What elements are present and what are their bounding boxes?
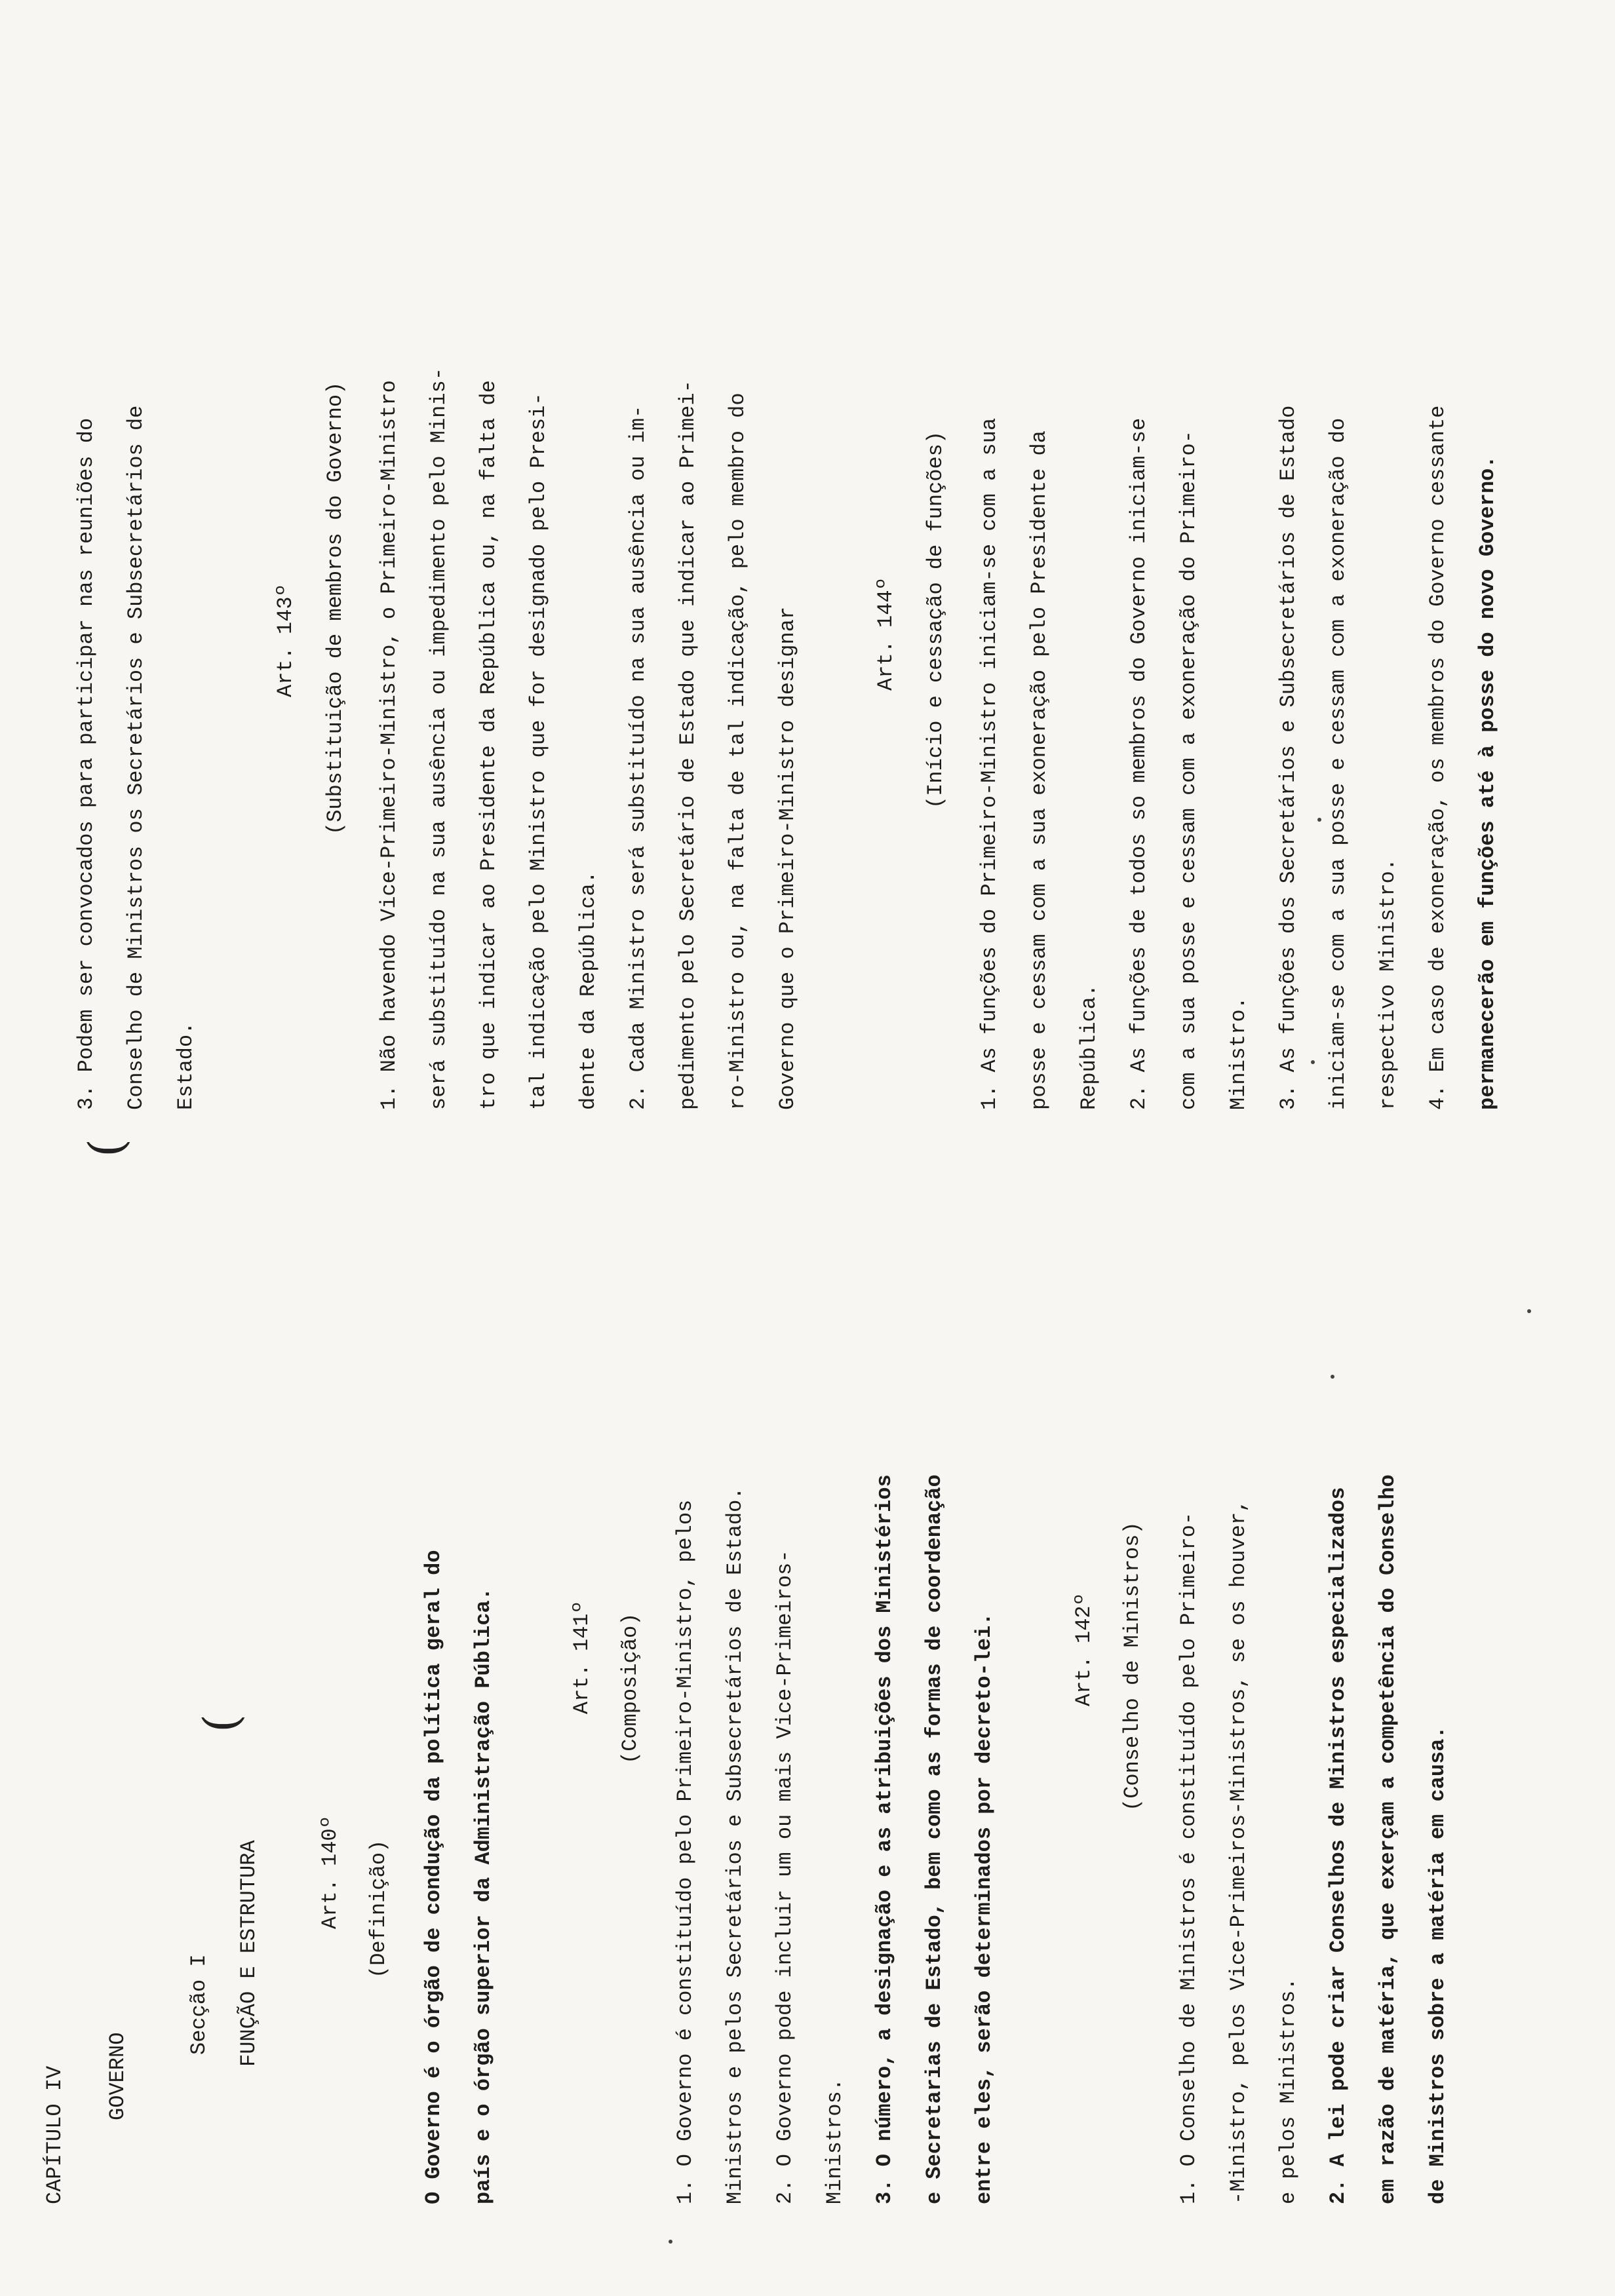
art141-line: 2. O Governo pode incluir um ou mais Vice-Primeiros-	[773, 1550, 797, 2204]
art141-heading: Art. 141º	[570, 1601, 594, 1714]
art142-line: de Ministros sobre a matéria em causa.	[1426, 1726, 1450, 2204]
art142-line: e pelos Ministros.	[1276, 1978, 1300, 2204]
art141-line: 1. O Governo é constituído pelo Primeiro-Ministro, pelos	[673, 1499, 697, 2204]
art144-line: Ministro.	[1226, 997, 1251, 1110]
art144-line: iniciam-se com a sua posse e cessam com a exoneração do	[1326, 417, 1350, 1110]
scan-speck	[1317, 818, 1321, 822]
art140-line: O Governo é o órgão de condução da política geral do	[421, 1550, 446, 2204]
art144-subtitle: (Início e cessação de funções)	[924, 430, 948, 809]
intro-line: Estado.	[174, 1022, 198, 1110]
art144-line: respectivo Ministro.	[1376, 858, 1400, 1110]
art144-line: 3. As funções dos Secretários e Subsecretários de Estado	[1276, 405, 1300, 1110]
art143-line: 1. Não havendo Vice-Primeiro-Ministro, o Primeiro-Ministro	[377, 380, 401, 1110]
art143-line: dente da República.	[576, 871, 600, 1110]
bracket-mark: (	[79, 1138, 134, 1157]
art143-subtitle: (Substituição de membros do Governo)	[323, 381, 347, 835]
art140-line: país e o órgão superior da Administração Pública.	[471, 1588, 496, 2204]
art143-line: tal indicação pelo Ministro que for designado pelo Presi-	[526, 392, 551, 1110]
left-column	[0, 1195, 1615, 2204]
art142-line: 2. A lei pode criar Conselhos de Ministros especializados	[1326, 1487, 1350, 2204]
art142-heading: Art. 142º	[1072, 1593, 1096, 1706]
chapter-subtitle: GOVERNO	[106, 2032, 130, 2120]
art141-line: e Secretarias de Estado, bem como as formas de coordenação	[922, 1474, 946, 2204]
art141-line: 3. O número, a designação e as atribuições dos Ministérios	[872, 1474, 897, 2204]
scan-speck	[1527, 1309, 1531, 1313]
art144-heading: Art. 144º	[874, 577, 898, 691]
art144-line: República.	[1077, 984, 1101, 1110]
art140-heading: Art. 140º	[318, 1816, 342, 1929]
art141-subtitle: (Composição)	[618, 1613, 642, 1764]
scan-speck	[1311, 1060, 1315, 1064]
art142-line: 1. O Conselho de Ministros é constituído pelo Primeiro-	[1177, 1512, 1201, 2204]
chapter-title: CAPÍTULO IV	[43, 2065, 67, 2204]
intro-line: Conselho de Ministros os Secretários e Subsecretários de	[124, 405, 148, 1110]
art142-line: -Ministro, pelos Vice-Primeiros-Ministros, se os houver,	[1226, 1499, 1251, 2204]
bracket-mark: (	[193, 1713, 248, 1732]
section-title: FUNÇÃO E ESTRUTURA	[237, 1840, 261, 2067]
art141-line: entre eles, serão determinados por decreto-lei.	[972, 1613, 996, 2204]
art142-subtitle: (Conselho de Ministros)	[1120, 1521, 1144, 1811]
art144-line: 2. As funções de todos so membros do Governo iniciam-se	[1127, 417, 1151, 1110]
art143-line: Governo que o Primeiro-Ministro designar	[775, 606, 800, 1110]
section-number: Secção I	[187, 1954, 211, 2055]
right-column	[0, 88, 1615, 1157]
art141-line: Ministros.	[823, 2078, 847, 2204]
art143-heading: Art. 143º	[273, 584, 298, 697]
art143-line: 2. Cada Ministro será substituído na sua ausência ou im-	[626, 405, 650, 1110]
art143-line: pedimento pelo Secretário de Estado que indicar ao Primei-	[676, 380, 700, 1110]
art144-line: 4. Em caso de exoneração, os membros do Governo cessante	[1426, 405, 1450, 1110]
scan-speck	[1331, 1375, 1334, 1379]
scan-speck	[669, 2240, 672, 2244]
art142-line: em razão de matéria, que exerçam a competência do Conselho	[1376, 1474, 1400, 2204]
art144-line: posse e cessam com a sua exoneração pelo Presidente da	[1027, 430, 1051, 1110]
art143-line: ro-Ministro ou, na falta de tal indicação, pelo membro do	[726, 392, 750, 1110]
intro-line: 3. Podem ser convocados para participar nas reuniões do	[74, 417, 98, 1110]
art143-line: tro que indicar ao Presidente da República ou, na falta de	[477, 380, 501, 1110]
art140-subtitle: (Definição)	[366, 1839, 391, 1978]
art144-line: permanecerão em funções até à posse do novo Governo.	[1475, 455, 1500, 1110]
art144-line: 1. As funções do Primeiro-Ministro iniciam-se com a sua	[977, 417, 1002, 1110]
art143-line: será substituído na sua ausência ou impedimento pelo Minis-	[427, 368, 451, 1110]
art144-line: com a sua posse e cessam com a exoneração do Primeiro-	[1177, 430, 1201, 1110]
art141-line: Ministros e pelos Secretários e Subsecretários de Estado.	[723, 1487, 747, 2204]
